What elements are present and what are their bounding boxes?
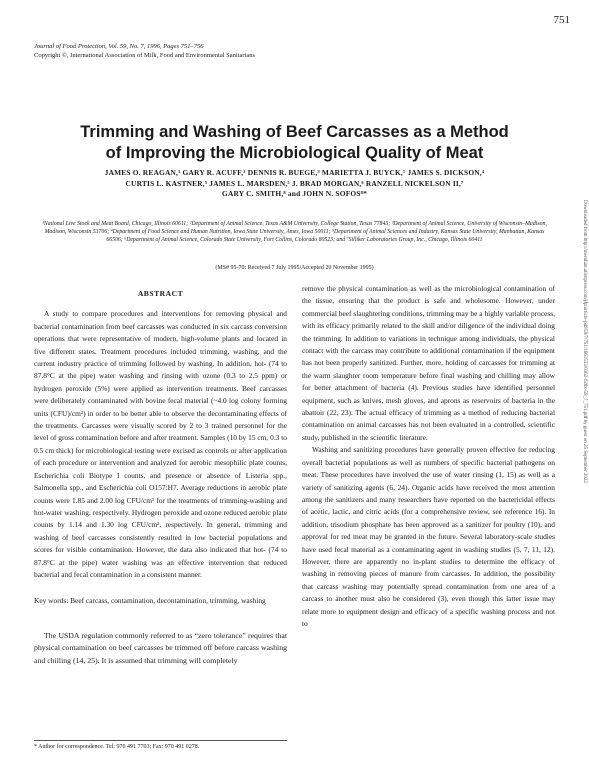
journal-citation: Journal of Food Protection, Vol. 59, No. 7, 1996, Pages 751–756 [34,43,204,50]
journal-header [34,42,255,60]
authors-line-3: GARY C. SMITH,⁸ and JOHN N. SOFOS⁸* [222,189,367,198]
title-line-1: Trimming and Washing of Beef Carcasses as a Method [80,123,509,141]
received-dates: (MS# 95-70: Received 7 July 1995/Accepted 20 November 1995) [215,265,374,271]
author-list [40,168,549,200]
abstract-text: A study to compare procedures and interventions for removing physical and bacterial contamination from beef carcasses was conducted in six carcass conversion operations that were representative of modern, high-volume plants and located in five different states. Treatment procedures included trimming, washing, and the current industry practice of trimming followed by washing. In addition, hot- (74 to 87.8°C at the pipe) water washing and rinsing with ozone (0.3 to 2.5 ppm) or hydrogen peroxide (5%) were applied as intervention treatments. Beef carcasses were deliberately contaminated with bovine fecal material (~4.0 log colony forming units (CFU)/cm²) in order to be better able to observe the decontaminating effects of the treatments. Carcasses were visually scored by 2 to 3 trained personnel for the level of gross contamination before and after treatment. Samples (10 by 15 cm, 0.3 to 0.5 cm thick) for microbiological testing were excised as controls or after application of each procedure or intervention and analyzed for aerobic mesophilic plate counts, Escherichia coli Biotype I counts, and presence or absence of Listeria spp., Salmonella spp., and Escherichia coli O157:H7. Average reductions in aerobic plate counts were 1.85 and 2.00 log CFU/cm² for the treatments of trimming-washing and hot-water washing, respectively. Hydrogen peroxide and ozone reduced aerobic plate counts by 1.14 and 1.30 log CFU/cm², respectively. In general, trimming and washing of beef carcasses consistently resulted in low bacterial populations and scores for visible contamination. However, the data also indicated that hot- (74 to 87.8°C at the pipe) water washing was an effective intervention that reduced bacterial and fecal contamination in a consistent manner. [34,309,287,579]
right-column [302,283,555,630]
download-sidenote-text: Downloaded from http://meridian.allenpress.com/jfp/article-pdf/59/7/751/1661533/0362-028x-59_7_751.pdf by guest on 25 September 2022 [582,200,587,483]
introduction-start: The USDA regulation commonly referred to as “zero tolerance” requires that physical contamination on beef carcasses be trimmed off before carcass washing and chilling (14, 25). It is assumed that trimming will completely [34,630,287,665]
authors-line-2: CURTIS L. KASTNER,⁵ JAMES L. MARSDEN,⁵ J. BRAD MORGAN,⁶ RANZELL NICKELSON II,⁷ [125,178,464,188]
correspondence-footnote: * Author for correspondence. Tel: 970 491 7703; Fax: 970 491 0278. [34,740,287,750]
copyright-line: Copyright ©, International Association of Milk, Food and Environmental Sanitarians [34,52,256,59]
page-number: 751 [553,14,570,26]
intro-paragraph-2: Washing and sanitizing procedures have generally proven effective for reducing overall bacterial populations as well as numbers of specific bacterial pathogens on meat. These procedures have involved the use of water rinsing (1, 15) as well as a variety of sanitizing agents (6, 24). Organic acids have received the most attention among the sanitizers and many researchers have reported on the bactericidal effects of acetic, lactic, and citric acids (for a comprehensive review, see reference 16). In addition, trisodium phosphate has been approved as a sanitizer for poultry (10), and approval for red meat may be granted in the future. Several laboratory-scale studies have used fecal material as a contaminating agent in washing studies (5, 7, 11, 12). However, there are apparently no in-plant studies to determine the efficacy of washing in removing pieces of manure from carcasses. In addition, the possibility that carcass washing may potentially spread contamination from one area of a carcass to another must also be considered (3), even though this latter issue may relate more to equipment design and efficacy of a specific washing process and not to [302,445,555,628]
left-column [34,283,287,667]
title-line-2: of Improving the Microbiological Quality of Meat [105,144,484,162]
download-sidenote [577,200,589,600]
abstract-heading: ABSTRACT [137,289,184,298]
affiliations: ¹National Live Stock and Meat Board, Chicago, Illinois 60611; ²Department of Animal Science, Texas A&M University, College Station, Texas 77843; ³Department of Animal Science, University of Wisconsin–Madison, Madison, Wisconsin 53706; ⁴Department of Food Science and Human Nutrition, Iowa State University, Ames, Iowa 50011; ⁵Department of Animal Sciences and Industry, Kansas State University, Manhattan, Kansas 66506; ⁶Department of Animal Science, Colorado State University, Fort Collins, Colorado 80523; and ⁷Silliker Laboratories Group, Inc., Chicago, Illinois 60411 [42,221,547,243]
keywords: Key words: Beef carcass, contamination, decontamination, trimming, washing [34,596,266,606]
intro-paragraph-1: remove the physical contamination as well as the microbiological contamination of the tissue, ensuring that the product is safe and wholesome. However, under commercial beef slaughtering conditions, trimming may be a highly variable process, with its efficacy primarily related to the skill and/or diligence of the individual doing the trimming. In addition to variations in technique among individuals, the physical contact with the carcass may contribute to additional contamination if the equipment has not been properly sanitized. Further, more, holding of carcasses for trimming at the warm slaughter room temperature before final washing and chilling may allow for better attachment of bacteria (4). Previous studies have identified personnel equipment, such as knives, mesh gloves, and aprons as reservoirs of bacteria in the abattoir (22, 23). The actual efficacy of trimming as a method of reducing bacterial contamination on animal carcasses has not been evaluated in a controlled, scientific study, published in the scientific literature. [302,284,555,442]
authors-line-1: JAMES O. REAGAN,¹ GARY R. ACUFF,² DENNIS R. BUEGE,³ MARIETTA J. BUYCK,¹ JAMES S. DICKSON,⁴ [104,168,485,177]
article-title [40,122,549,164]
